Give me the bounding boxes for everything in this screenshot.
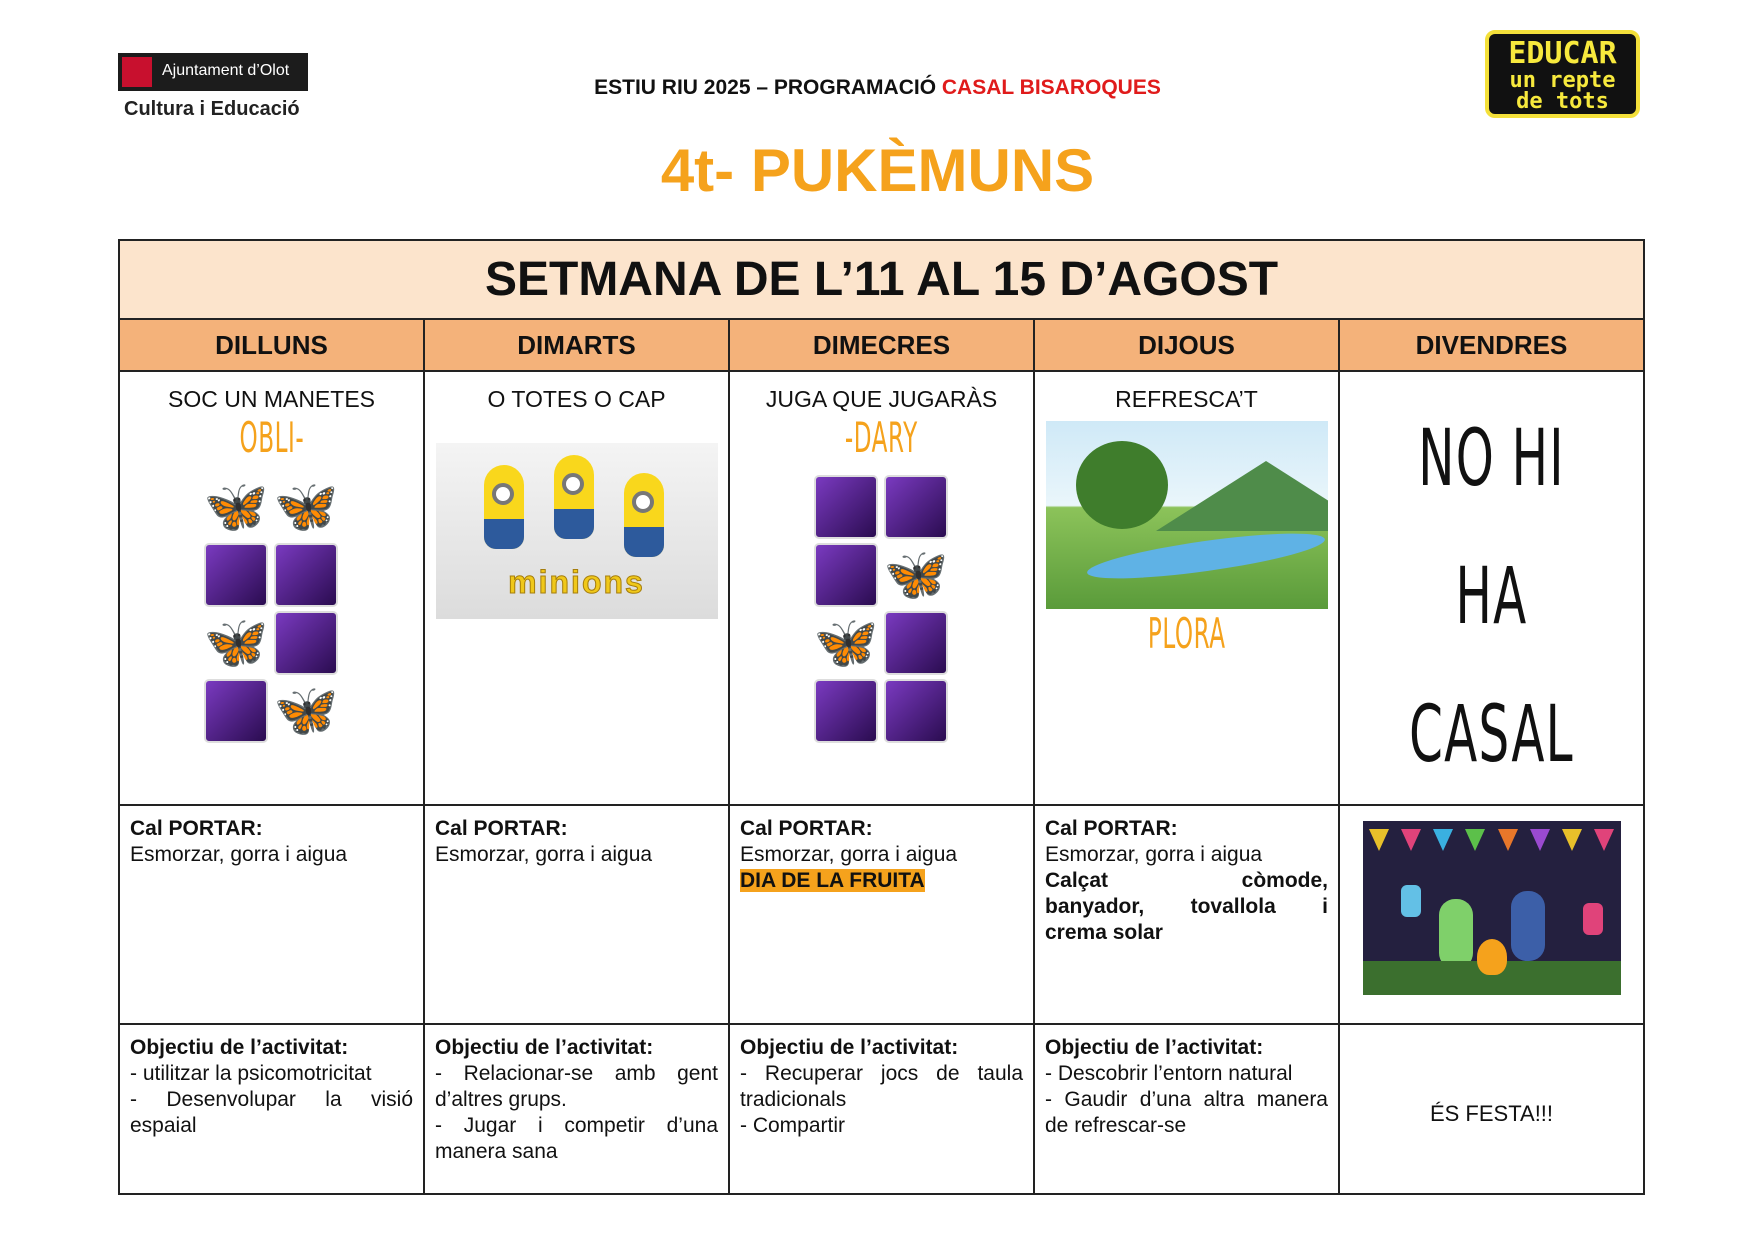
river-landscape-image [1046, 421, 1328, 609]
lantern-icon [1401, 885, 1421, 917]
day-header-friday: DIVENDRES [1339, 319, 1644, 371]
activity-cell-wednesday [729, 371, 1034, 805]
minion-figure [484, 465, 524, 549]
bring-items: Esmorzar, gorra i aigua [740, 843, 958, 866]
butterfly-yellow-icon: 🦋 [883, 546, 949, 604]
activity-title-thursday: REFRESCA’T [1115, 386, 1258, 412]
bring-cell-wednesday [729, 805, 1034, 1024]
objective-cell-monday [119, 1024, 424, 1194]
objective-cell-tuesday [424, 1024, 729, 1194]
day-header-monday: DILLUNS [119, 319, 424, 371]
objective-item: - utilitzar la psicomotricitat [130, 1062, 372, 1085]
pennant-flag [1433, 829, 1453, 851]
holiday-notice: ÉS FESTA!!! [1429, 1101, 1554, 1126]
tree-icon [1076, 441, 1168, 529]
program-header-highlight: CASAL BISAROQUES [941, 76, 1161, 99]
minion-figure [624, 473, 664, 557]
objective-label: Objectiu de l’activitat: [740, 1036, 959, 1059]
memory-card [274, 543, 338, 607]
memory-card [204, 679, 268, 743]
word-clue-thursday: PLORA [1147, 609, 1226, 658]
pennant-flag [1594, 829, 1614, 851]
weekly-schedule-table [118, 239, 1645, 1195]
butterfly-blue-icon: 🦋 [813, 614, 879, 672]
dancer-boy [1511, 891, 1545, 961]
objective-item: - Relacionar-se amb gent d’altres grups. [435, 1062, 718, 1111]
bring-label: Cal PORTAR: [1045, 817, 1178, 840]
bring-items: Esmorzar, gorra i aigua [1045, 843, 1263, 866]
activity-cell-monday [119, 371, 424, 805]
program-header-prefix: ESTIU RIU 2025 – PROGRAMACIÓ [594, 76, 942, 99]
dancer-girl [1439, 899, 1473, 969]
pennant-flag [1401, 829, 1421, 851]
pennant-flag [1530, 829, 1550, 851]
bring-label: Cal PORTAR: [740, 817, 873, 840]
word-clue-wednesday: -DARY [845, 413, 918, 462]
memory-card [884, 475, 948, 539]
goggle-icon [492, 483, 514, 505]
bring-label: Cal PORTAR: [130, 817, 263, 840]
objective-cell-thursday [1034, 1024, 1339, 1194]
memory-card [274, 611, 338, 675]
no-casal-line1: NO HI HA [1418, 414, 1565, 642]
butterfly-blue-icon: 🦋 [203, 478, 269, 536]
pennant-flag [1562, 829, 1582, 851]
group-title: 4t- PUKÈMUNS [660, 137, 1095, 204]
org-department: Cultura i Educació [124, 98, 300, 120]
day-header-wednesday: DIMECRES [729, 319, 1034, 371]
party-cell-friday [1339, 805, 1644, 1024]
minions-logo-text: minions [508, 564, 645, 600]
no-casal-notice [1398, 390, 1586, 804]
day-header-tuesday: DIMARTS [424, 319, 729, 371]
objective-label: Objectiu de l’activitat: [130, 1036, 349, 1059]
objective-item: - Jugar i competir d’una manera sana [435, 1114, 718, 1163]
bring-items: Esmorzar, gorra i aigua [435, 843, 653, 866]
bonfire-icon [1477, 939, 1507, 975]
educar-logo-line1: EDUCAR [1508, 36, 1617, 71]
educar-logo [1485, 30, 1640, 118]
goggle-icon [632, 491, 654, 513]
objective-item: - Descobrir l’entorn natural [1045, 1062, 1293, 1085]
activity-title-monday: SOC UN MANETES [167, 386, 376, 412]
objective-item: - Desenvolupar la visió espaial [130, 1088, 413, 1137]
activity-cell-friday [1339, 371, 1644, 805]
memory-card [814, 679, 878, 743]
river-water [1085, 524, 1327, 587]
bring-items: Esmorzar, gorra i aigua [130, 843, 348, 866]
activity-cell-tuesday [424, 371, 729, 805]
pennant-flag [1465, 829, 1485, 851]
memory-card [814, 543, 878, 607]
bring-cell-monday [119, 805, 424, 1024]
educar-logo-line2: un repte [1509, 68, 1616, 93]
butterfly-orange-icon: 🦋 [273, 478, 339, 536]
bring-cell-thursday [1034, 805, 1339, 1024]
week-title: SETMANA DE L’11 AL 15 D’AGOST [119, 240, 1644, 319]
party-illustration [1363, 821, 1621, 995]
memory-card [884, 679, 948, 743]
minion-figure [554, 455, 594, 539]
bring-cell-tuesday [424, 805, 729, 1024]
org-name: Ajuntament d’Olot [162, 62, 290, 79]
mountain-shape [1156, 461, 1328, 531]
objective-item: - Recuperar jocs de taula tradicionals [740, 1062, 1023, 1111]
pennant-flag [1369, 829, 1389, 851]
memory-card [814, 475, 878, 539]
day-header-thursday: DIJOUS [1034, 319, 1339, 371]
minions-image [436, 443, 718, 619]
bring-extra-line1: Calçat còmode, [1045, 869, 1328, 892]
objective-cell-friday [1339, 1024, 1644, 1194]
memory-card [204, 543, 268, 607]
lantern-icon [1583, 903, 1603, 935]
activity-cell-thursday [1034, 371, 1339, 805]
butterfly-yellow-icon: 🦋 [203, 614, 269, 672]
goggle-icon [562, 473, 584, 495]
educar-logo-line3: de tots [1516, 89, 1609, 114]
fruit-day-badge: DIA DE LA FRUITA [740, 869, 925, 892]
memory-game-wednesday [730, 475, 1033, 743]
butterfly-peacock-icon: 🦋 [273, 682, 339, 740]
memory-card [884, 611, 948, 675]
objective-label: Objectiu de l’activitat: [435, 1036, 654, 1059]
activity-title-tuesday: O TOTES O CAP [487, 386, 666, 412]
memory-game-monday [120, 475, 423, 743]
bring-extra-line3: crema solar [1045, 921, 1163, 944]
word-clue-monday: OBLI- [239, 413, 304, 462]
activity-title-wednesday: JUGA QUE JUGARÀS [765, 386, 998, 412]
objective-cell-wednesday [729, 1024, 1034, 1194]
bring-label: Cal PORTAR: [435, 817, 568, 840]
objective-label: Objectiu de l’activitat: [1045, 1036, 1264, 1059]
no-casal-line2: CASAL [1409, 690, 1574, 780]
objective-item: - Compartir [740, 1114, 846, 1137]
pennant-garland [1363, 829, 1621, 859]
pennant-flag [1498, 829, 1518, 851]
objective-item: - Gaudir d’una altra manera de refrescar-se [1045, 1088, 1328, 1137]
bring-extra-line2: banyador, tovallola i [1045, 895, 1328, 918]
